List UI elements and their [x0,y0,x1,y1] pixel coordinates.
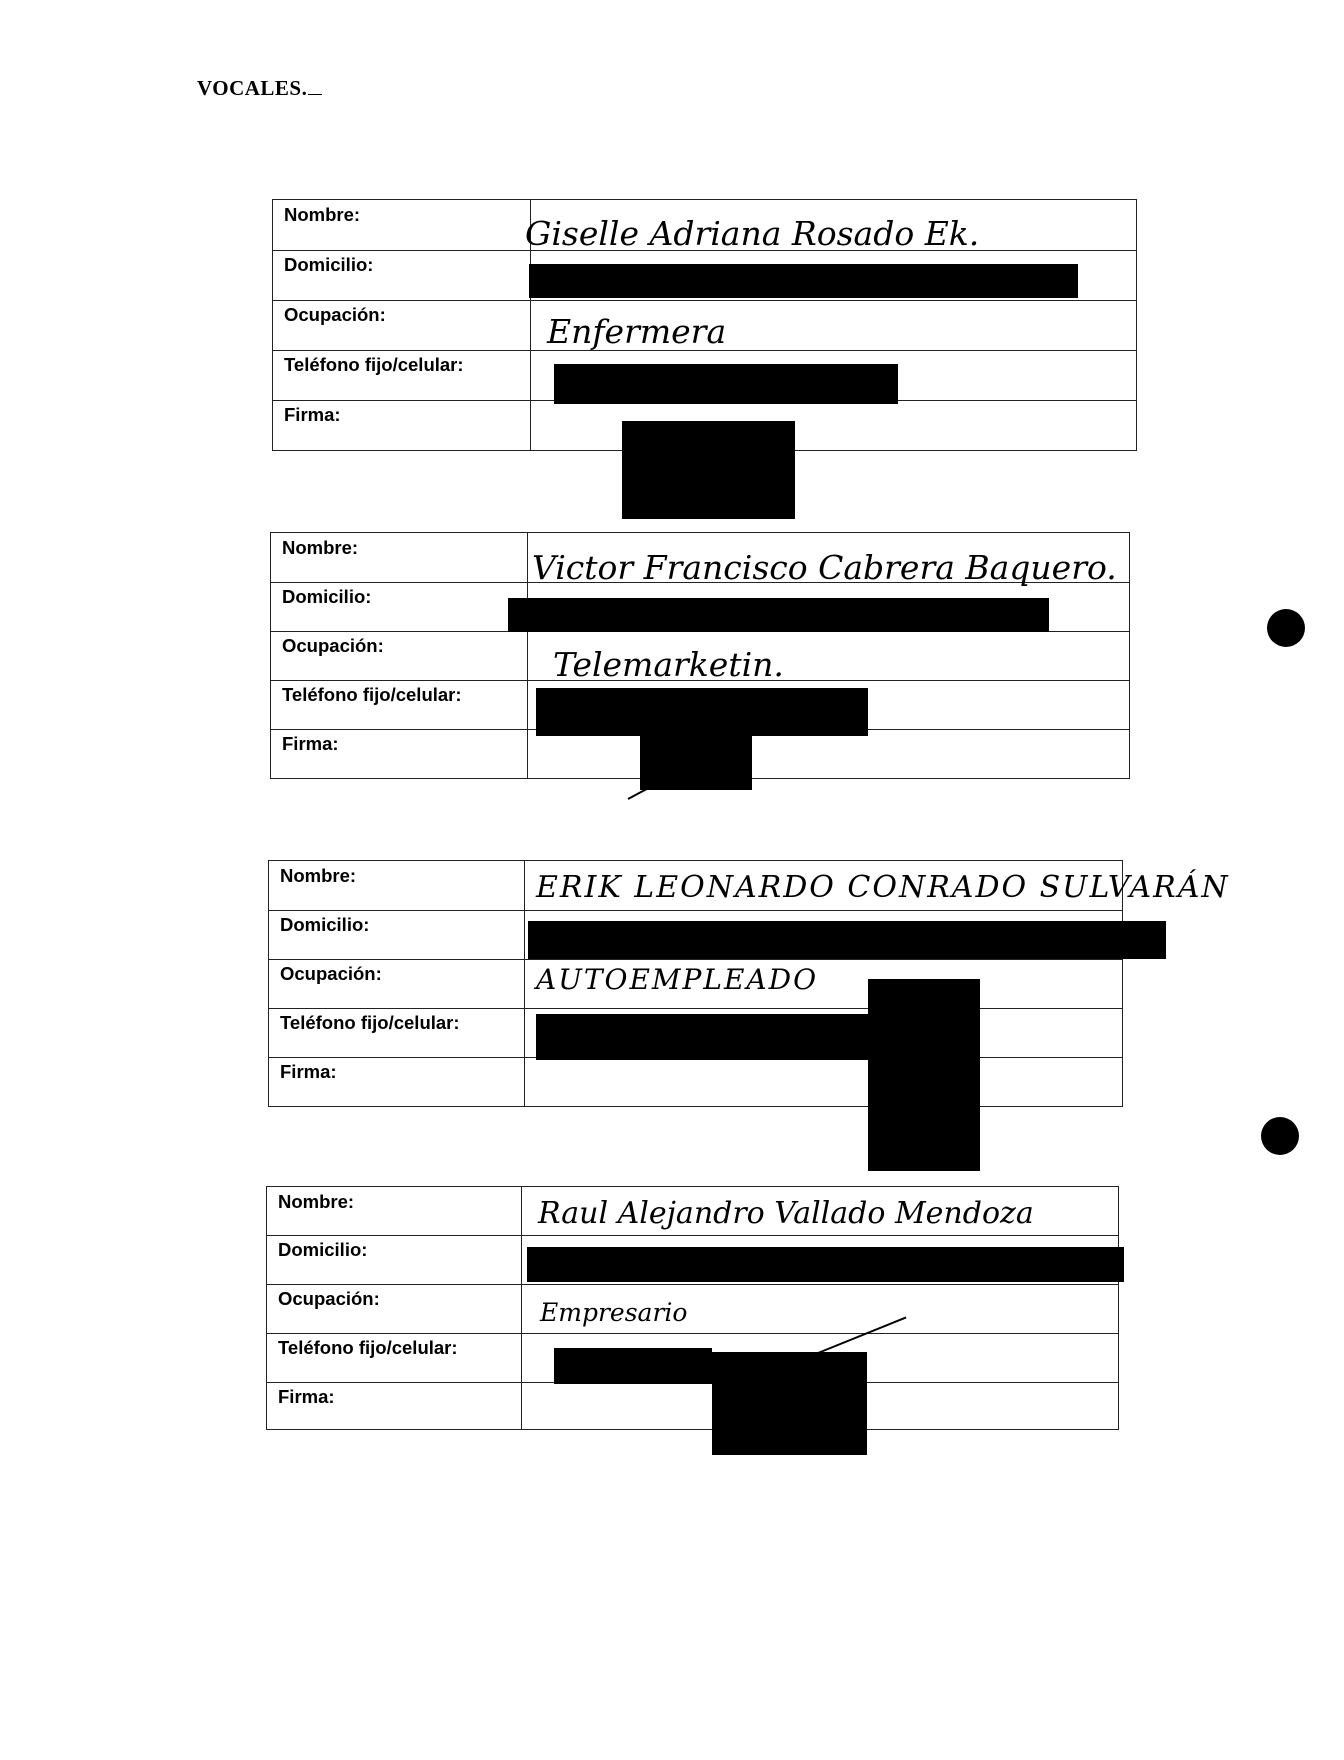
label-nombre: Nombre: [284,204,361,225]
label-telefono: Teléfono fijo/celular: [282,684,462,705]
nombre-value-2: Victor Francisco Cabrera Baquero. [532,548,1117,587]
label-domicilio: Domicilio: [280,914,370,935]
margin-dot-1 [1267,609,1305,647]
redacted-domicilio-2 [508,598,1049,632]
label-firma: Firma: [282,733,339,754]
nombre-value-4: Raul Alejandro Vallado Mendoza [538,1196,1034,1231]
label-ocupacion: Ocupación: [282,635,384,656]
redacted-domicilio-4 [527,1247,1124,1282]
label-domicilio: Domicilio: [278,1239,368,1260]
redacted-firma-1 [622,421,795,519]
label-firma: Firma: [284,404,341,425]
label-ocupacion: Ocupación: [278,1288,380,1309]
heading-underline [308,94,322,95]
redacted-firma-2 [640,736,752,790]
redacted-telefono-1 [554,364,898,404]
redacted-telefono-4 [554,1348,712,1384]
label-firma: Firma: [278,1386,335,1407]
label-firma: Firma: [280,1061,337,1082]
label-telefono: Teléfono fijo/celular: [280,1012,460,1033]
label-telefono: Teléfono fijo/celular: [278,1337,458,1358]
label-nombre: Nombre: [278,1191,355,1212]
ocupacion-value-1: Enfermera [547,312,727,351]
nombre-value-1: Giselle Adriana Rosado Ek. [525,214,980,253]
heading-text: VOCALES. [197,76,308,100]
redacted-firma-4 [712,1352,867,1455]
label-telefono: Teléfono fijo/celular: [284,354,464,375]
ocupacion-value-2: Telemarketin. [553,645,784,684]
nombre-value-3: ERIK LEONARDO CONRADO SULVARÁN [536,870,1230,905]
label-ocupacion: Ocupación: [280,963,382,984]
label-nombre: Nombre: [280,865,357,886]
signature-stroke-2 [628,788,648,800]
ocupacion-value-3: AUTOEMPLEADO [536,963,819,996]
page-heading [197,76,322,101]
redacted-telefono-2 [536,688,868,736]
ocupacion-value-4: Empresario [540,1298,688,1327]
label-nombre: Nombre: [282,537,359,558]
redacted-telefono-3 [536,1014,872,1060]
margin-dot-2 [1261,1117,1299,1155]
redacted-firma-3 [868,979,980,1171]
label-domicilio: Domicilio: [284,254,374,275]
label-domicilio: Domicilio: [282,586,372,607]
label-ocupacion: Ocupación: [284,304,386,325]
redacted-domicilio-3 [528,921,1166,959]
redacted-domicilio-1 [529,264,1078,298]
